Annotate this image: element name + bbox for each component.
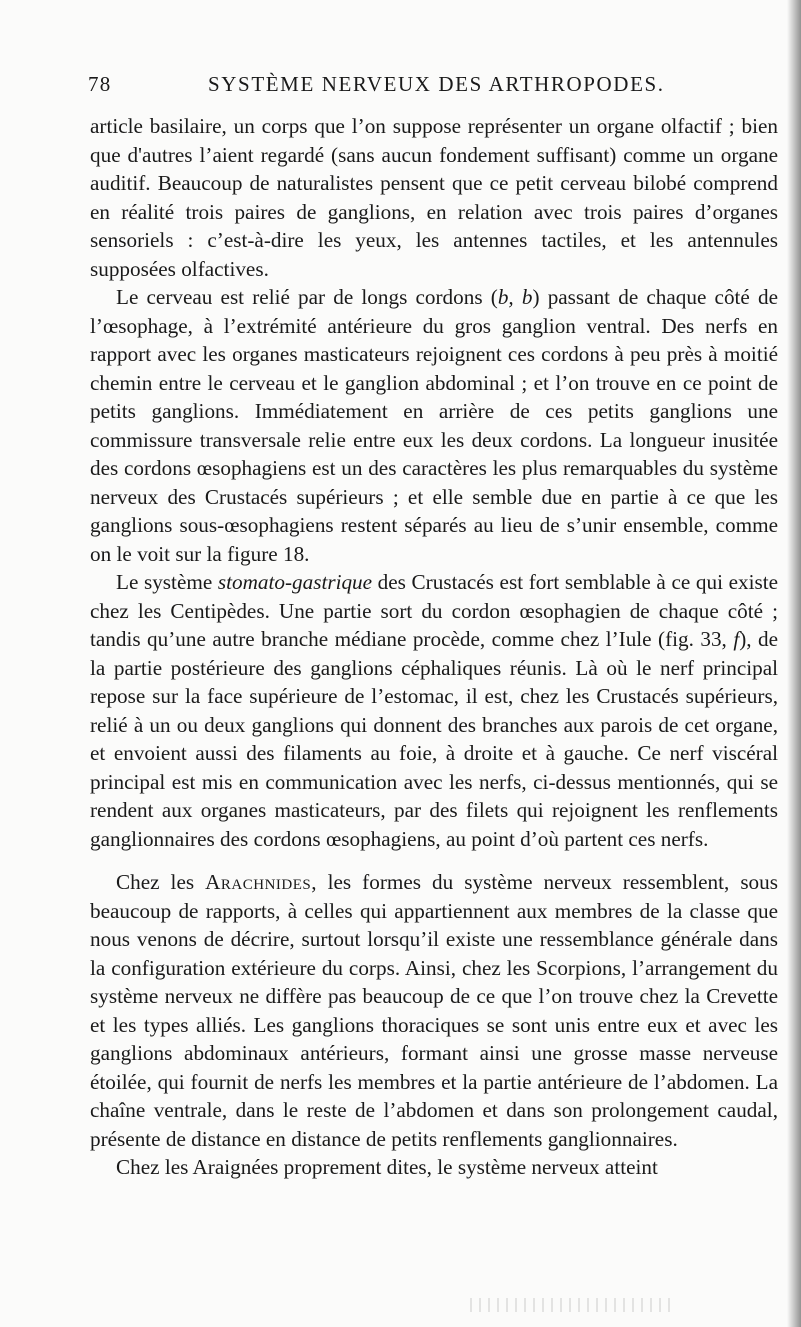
term-stomato-gastrique: stomato-gastrique	[217, 570, 373, 594]
paragraph-4	[90, 868, 778, 1153]
paragraph-3-text-e: ), de la partie postérieure des ganglions céphaliques réunis. Là où le nerf principal repose sur la face supérieure de l’estomac, il est, chez les Crustacés supérieurs, relié à un ou deux ganglions qui donnent des branches aux parois de cet organe, et envoient aussi des filaments au foie, à droite et à gauche. Ce nerf viscéral principal est mis en communication avec les nerfs, ci-dessus mentionnés, qui se rendent aux organes masticateurs, par des filets qui rejoignent les renflements ganglionnaires des cordons œsophagiens, au point d’où partent ces nerfs.	[90, 627, 779, 851]
paragraph-2-text-c: ) passant de chaque côté de l’œsophage, à l’extrémité antérieure du gros ganglion ventral. Des nerfs en rapport avec les organes masticateurs rejoignent ces cordons à peu près à moitié chemin entre le cerveau et le ganglion abdominal ; et l’on trouve en ce point de petits ganglions. Immédiatement en arrière de ces petits ganglions une commissure transversale relie entre eux les deux cordons. La longueur inusitée des cordons œsophagiens est un des caractères les plus remarquables du système nerveux des Crustacés supérieurs ; et elle semble due en partie à ce que les ganglions sous-œsophagiens restent séparés au lieu de s’unir ensemble, comme on le voit sur la figure 18.	[90, 285, 779, 566]
paragraph-2	[90, 283, 778, 568]
term-arachnides: Arachnides	[205, 870, 312, 894]
running-title: SYSTÈME NERVEUX DES ARTHROPODES.	[208, 72, 665, 96]
paragraph-1: article basilaire, un corps que l’on suppose représenter un organe olfactif ; bien que d'autres l’aient regardé (sans aucun fondement suffisant) comme un organe auditif. Beaucoup de naturalistes pensent que ce petit cerveau bilobé comprend en réalité trois paires de ganglions, en relation avec trois paires d’organes sensoriels : c’est-à-dire les yeux, les antennes tactiles, et les antennules supposées olfactives.	[90, 114, 778, 281]
running-header	[88, 72, 788, 102]
paragraph-5: Chez les Araignées proprement dites, le système nerveux atteint	[116, 1155, 658, 1179]
bleed-through-smudge	[470, 1298, 670, 1312]
figure-label-bb: b, b	[497, 285, 533, 309]
figure-label-f: f	[733, 627, 740, 651]
paragraph-3-text-a: Le système	[116, 570, 218, 594]
paragraph-4-text-a: Chez les	[116, 870, 206, 894]
page-number: 78	[88, 72, 112, 96]
paragraph-3-text-c: des Crustacés est fort semblable à ce qui existe chez les Centipèdes. Une partie sort du cordon œsophagien de chaque côté ; tandis qu’une autre branche médiane procède, comme chez l’Iule (fig. 33,	[90, 570, 778, 651]
paragraph-4-text-c: , les formes du système nerveux ressemblent, sous beaucoup de rapports, à celles qui appartiennent aux membres de la classe que nous venons de décrire, surtout lorsqu’il existe une ressemblance générale dans la configuration extérieure du corps. Ainsi, chez les Scorpions, l’arrangement du système nerveux ne diffère pas beaucoup de ce que l’on trouve chez la Crevette et les types alliés. Les ganglions thoraciques se sont unis entre eux et avec les ganglions abdominaux antérieurs, formant ainsi une grosse masse nerveuse étoilée, qui fournit de nerfs les membres et la partie antérieure de l’abdomen. La chaîne ventrale, dans le reste de l’abdomen et dans son prolongement caudal, présente de distance en distance de petits renflements ganglionnaires.	[90, 870, 778, 1151]
body-text	[90, 112, 778, 1182]
paragraph-2-text-a: Le cerveau est relié par de longs cordons (	[116, 285, 498, 309]
paragraph-3	[90, 568, 778, 853]
page-edge-shadow	[787, 0, 801, 1327]
